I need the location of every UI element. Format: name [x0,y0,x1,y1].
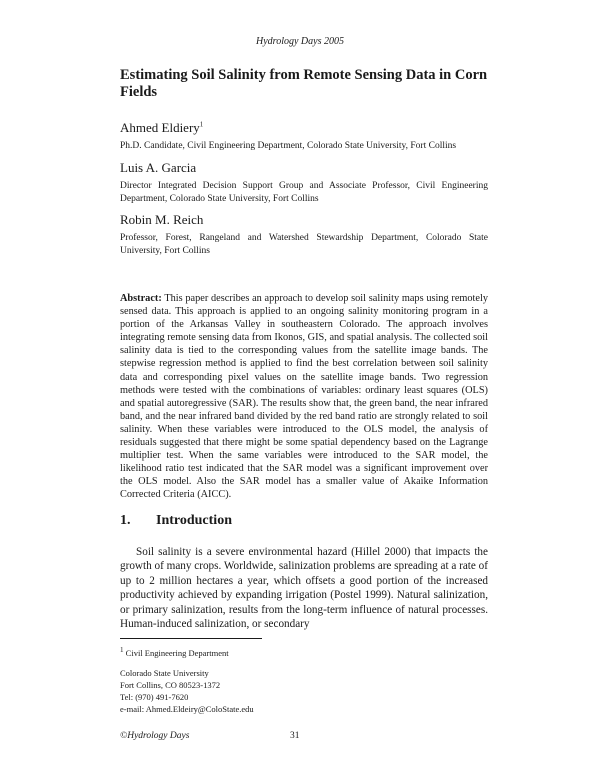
abstract [120,292,488,502]
footnote [120,645,229,659]
abstract-label: Abstract: [120,293,162,304]
footnote-divider [120,638,262,639]
author-name-text: Ahmed Eldiery [120,120,200,135]
author-affiliation: Professor, Forest, Rangeland and Watershed Stewardship Department, Colorado State University, Fort Collins [120,233,488,256]
footnote-address-line: Fort Collins, CO 80523-1372 [120,680,221,690]
section-number: 1. [120,513,131,528]
running-header: Hydrology Days 2005 [256,36,344,47]
footnote-address-line: e-mail: Ahmed.Eldeiry@ColoState.edu [120,704,254,714]
footer-copyright: ©Hydrology Days [120,731,190,741]
intro-paragraph: Soil salinity is a severe environmental hazard (Hillel 2000) that impacts the growth of many crops. Worldwide, salinization problems are spreading at a rate of up to 2 million hectares a year, which offsets a good portion of the increased productivity achieved by expanding irrigation (Postel 1999). Natural salinization, or primary salinization, results from the long-term influence of natural processes. Human-induced salinization, or secondary [120,546,488,631]
paper-title: Estimating Soil Salinity from Remote Sensing Data in Corn Fields [120,67,488,100]
author-name: Robin M. Reich [120,212,204,227]
page-number: 31 [290,731,300,741]
footnote-marker: 1 [199,120,204,129]
author-affiliation: Director Integrated Decision Support Group and Associate Professor, Civil Engineering Department, Colorado State University, Fort Collins [120,181,488,204]
section-heading [120,513,232,529]
footnote-mark: 1 [120,646,124,654]
author-name: Luis A. Garcia [120,160,197,175]
footnote-text: Civil Engineering Department [125,647,229,658]
footnote-address-line: Tel: (970) 491-7620 [120,692,189,702]
author-affiliation: Ph.D. Candidate, Civil Engineering Department, Colorado State University, Fort Collins [120,141,457,151]
author-name [120,120,203,136]
abstract-text: This paper describes an approach to develop soil salinity maps using remotely sensed data. This approach is applied to an ongoing salinity monitoring program in a portion of the Arkansas Valley in southeastern Colorado. The approach involves integrating remote sensing data from Ikonos, GIS, and spatial analysis. The collected soil salinity data is tied to the corresponding values from the satellite image bands. The stepwise regression method is applied to find the best correlation between soil salinity data and corresponding pixel values on the satellite image bands. Two regression methods were tested with the combinations of variables: ordinary least squares (OLS) and spatial autoregressive (SAR). The results show that, the green band, the near infrared band, and the near infrared band divided by the red band ratio are strongly related to soil salinity. When these variables were introduced to the OLS model, the analysis of residuals suggested that there might be some spatial dependency based on the Lagrange multiplier test. When the same variables were introduced to the SAR model, the likelihood ratio test indicated that the SAR model was a significant improvement over the OLS model. Also the SAR model has a smaller value of Akaike Information Corrected Criteria (AICC). [120,293,489,501]
section-title: Introduction [156,513,232,528]
footnote-address-line: Colorado State University [120,668,209,678]
